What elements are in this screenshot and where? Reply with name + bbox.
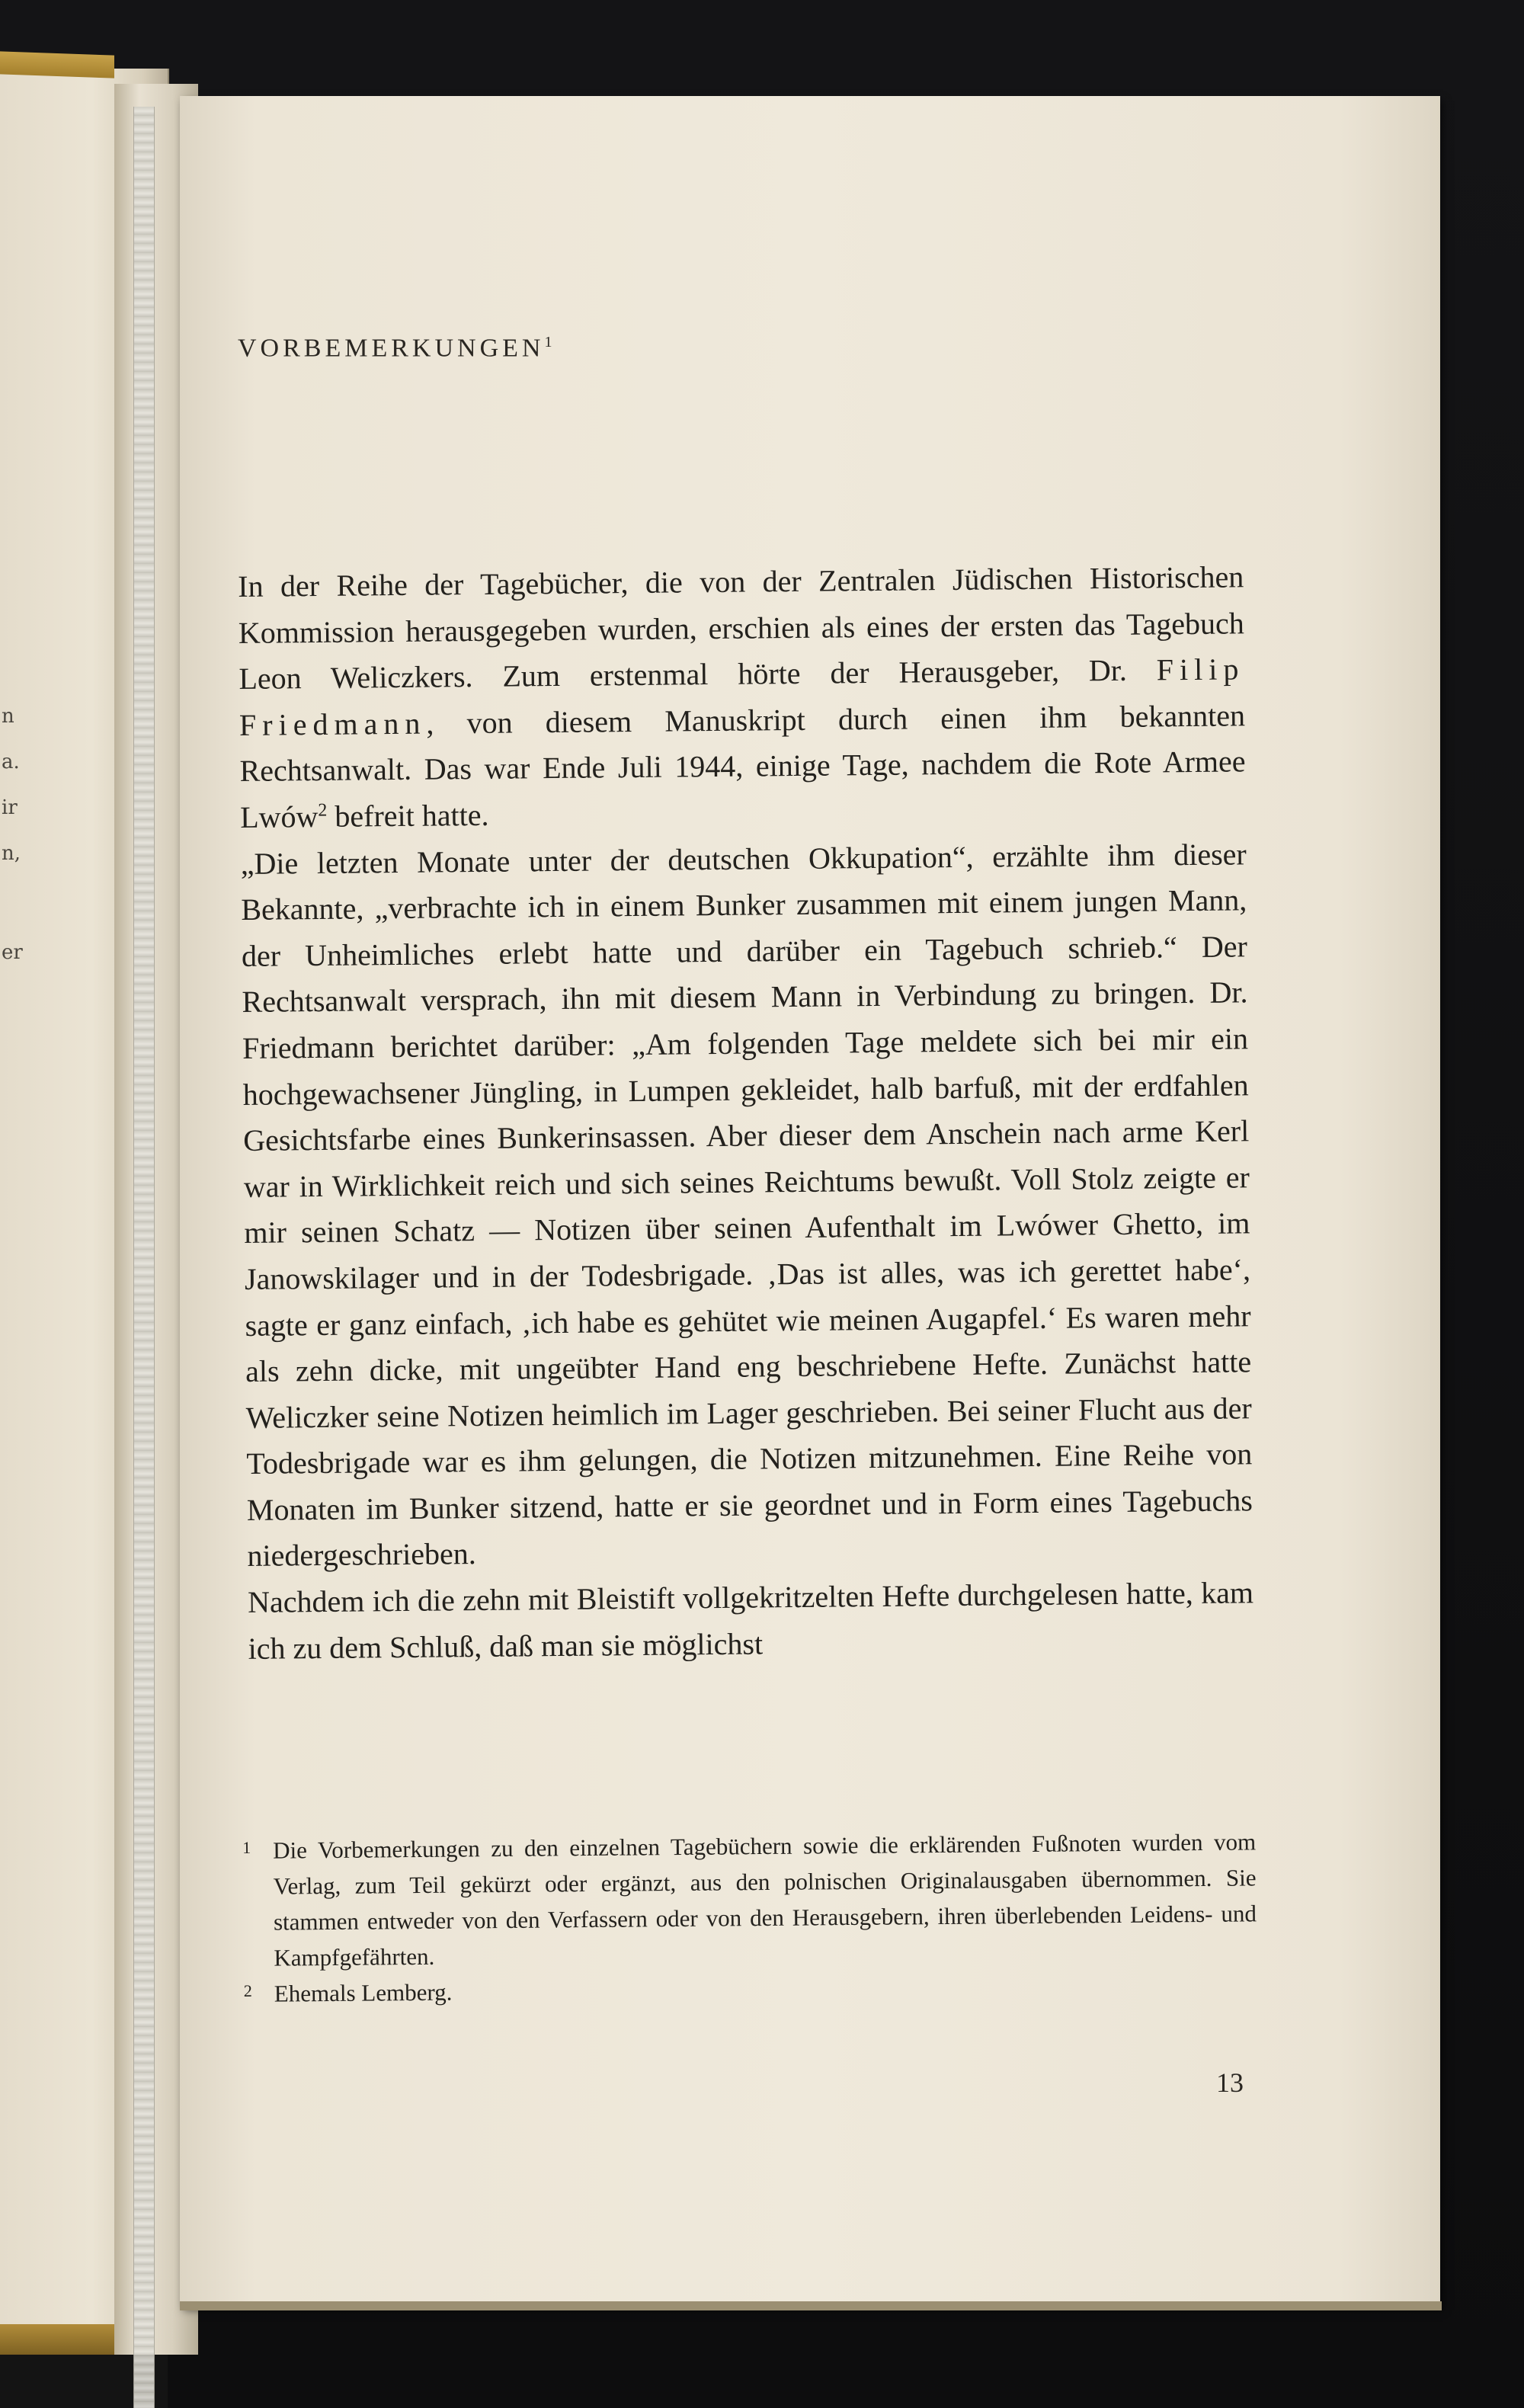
paragraph-2: „Die letzten Monate unter der deutschen Okkupation“, erzählte ihm dieser Bekannte, „verbrachte ich in einem Bunker zusammen mit einem jungen Mann, der Unheimliches erlebt hatte und darüber ein Tagebuch schrieb.“ Der Rechtsanwalt versprach, ihn mit diesem Mann in Verbindung zu bringen. Dr. Friedmann berichtet darüber: „Am folgenden Tage meldete sich bei mir ein hochgewachsener Jüngling, in Lumpen gekleidet, halb barfuß, mit der erdfahlen Gesichtsfarbe eines Bunkerinsassen. Aber dieser dem Anschein nach arme Kerl war in Wirklichkeit reich und sich seines Reichtums bewußt. Voll Stolz zeigte er mir seinen Schatz — Notizen über seinen Aufenthalt im Lwówer Ghetto, im Janowskilager und in der Todesbrigade. ‚Das ist alles, was ich gerettet habe‘, sagte er ganz einfach, ‚ich habe es gehütet wie meinen Augapfel.‘ Es waren mehr als zehn dicke, mit ungeübter Hand eng beschriebene Hefte. Zunächst hatte Weliczker seine Notizen heimlich im Lager geschrieben. Bei seiner Flucht aus der Todesbrigade war es ihm gelungen, die Notizen mitzunehmen. Eine Reihe von Monaten im Bunker sitzend, hatte er sie geordnet und in Form eines Tagebuchs niedergeschrieben. bbox=[240, 836, 1253, 1574]
paragraph-1-part-1: In der Reihe der Tagebücher, die von der Zentralen Jüdischen Historischen Kommission herausgegeben wurden, erschien als eines der ersten das Tagebuch Leon Weliczkers. Zum erstenmal hörte der Herausgeber, Dr. bbox=[238, 559, 1245, 696]
chapter-heading bbox=[238, 334, 552, 363]
left-page-fragment: a. bbox=[2, 751, 20, 773]
left-book-edge-top bbox=[0, 51, 114, 78]
page-number: 13 bbox=[1216, 2067, 1244, 2098]
footnotes bbox=[242, 1824, 1257, 2012]
body-text bbox=[238, 554, 1254, 1672]
paragraph-1-part-3: befreit hatte. bbox=[327, 797, 489, 834]
bookmark-ribbon bbox=[133, 107, 155, 2408]
paragraph-1-part-2: , von diesem Manuskript durch einen ihm bekannten Rechtsanwalt. Das war Ende Juli 1944, einige Tage, nachdem die Rote Armee Lwów bbox=[239, 698, 1246, 834]
footnote-marker: 1 bbox=[242, 1837, 251, 1857]
editor-name: Filip Friedmann bbox=[239, 652, 1245, 742]
left-page-fragment: n, bbox=[2, 842, 21, 865]
chapter-heading-footnote-marker: 1 bbox=[544, 334, 552, 351]
footnote-marker: 2 bbox=[243, 1981, 252, 2000]
footnote-reference-2: 2 bbox=[318, 800, 328, 821]
footnote-text: Die Vorbemerkungen zu den einzelnen Tagebüchern sowie die erklärenden Fußnoten wurden vom Verlag, zum Teil gekürzt oder ergänzt, aus den polnischen Originalausgaben übernommen. Sie stammen entweder von den Verfassern oder von den Herausgebern, ihren überlebenden Leidens- und Kampfgefährten. bbox=[273, 1828, 1257, 1971]
left-page-fragment: n bbox=[2, 705, 14, 728]
paragraph-1 bbox=[238, 554, 1246, 841]
left-page-fragment: ir bbox=[2, 796, 18, 819]
chapter-heading-title: VORBEMERKUNGEN bbox=[238, 334, 545, 363]
footnote-text: Ehemals Lemberg. bbox=[274, 1978, 453, 2007]
paragraph-3: Nachdem ich die zehn mit Bleistift vollgekritzelten Hefte durchgelesen hatte, kam ich zu dem Schluß, daß man sie möglichst bbox=[247, 1575, 1254, 1666]
footnote-1 bbox=[242, 1824, 1257, 1976]
page-block-edge bbox=[180, 2301, 1442, 2310]
left-page-fragment: er bbox=[2, 941, 23, 964]
